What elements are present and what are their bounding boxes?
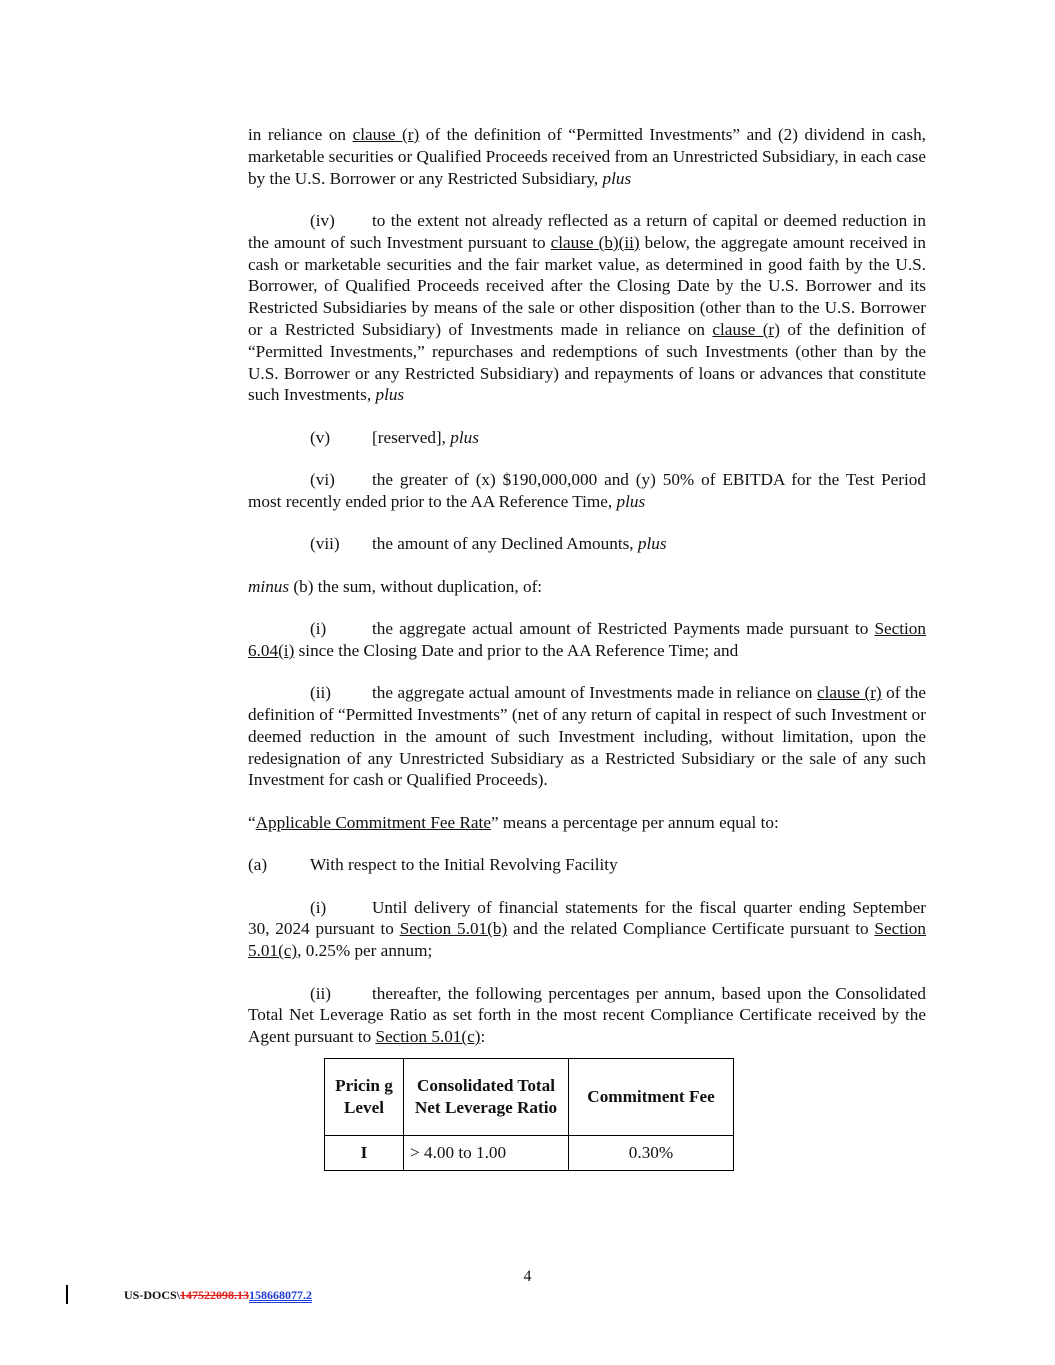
text: With respect to the Initial Revolving Facility: [310, 855, 618, 875]
text: below, the aggregate amount received in cash or marketable securities and the fair market value, as determined in good faith by the U.S. Borrower, of Qualified Proceeds received after the Closing Date by the U.S. Borrower and its Restricted Subsidiaries by means of the sale or other disposition (other than to the U.S. Borrower or a Restricted Subsidiary) of Investments made in reliance on: [248, 232, 926, 339]
paragraph-a: [248, 854, 926, 876]
plus-term: plus: [602, 168, 632, 188]
table-row: [325, 1136, 734, 1171]
paragraph-vi: [248, 469, 926, 513]
text: of the definition of “Permitted Investments,” repurchases and redemptions of such Investments (other than by the U.S. Borrower or any Restricted Subsidiary) and repayments of loans or advances that constitute such Investments,: [248, 319, 926, 405]
paragraph-iv: [248, 210, 926, 406]
item-number: (i): [310, 897, 327, 917]
text: (b) the sum, without duplication, of:: [289, 576, 543, 596]
paragraph-b-ii: [248, 682, 926, 791]
clause-r-reference: clause (r): [352, 125, 420, 144]
text: ” means a percentage per annum equal to:: [490, 812, 779, 832]
text: thereafter, the following percentages per annum, based upon the Consolidated Total Net Leverage Ratio as set forth in the most recent Compliance Certificate received by the Agent pursuant to: [248, 983, 926, 1047]
text: to the extent not already reflected as a return of capital or deemed reduction in the amount of such Investment pursuant to: [248, 210, 926, 252]
deleted-doc-number: 147522098.13: [180, 1288, 250, 1302]
item-number: (i): [310, 619, 327, 639]
section-6-04-i-reference: Section 6.04(i): [248, 619, 926, 660]
clause-r-reference: clause (r): [817, 683, 882, 703]
text: the greater of (x) $190,000,000 and (y) 50% of EBITDA for the Test Period most recently ended prior to the AA Reference Time,: [248, 470, 926, 511]
change-bar: [66, 1285, 68, 1304]
text: the aggregate actual amount of Restricted Payments made pursuant to: [372, 619, 875, 639]
text: of the definition of “Permitted Investments” and (2) dividend in cash, marketable securities or Qualified Proceeds received from an Unrestricted Subsidiary, in each case by the U.S. Borrower or any Restricted Subsidiary,: [248, 125, 926, 188]
paragraph-minus: [248, 576, 926, 598]
text: , 0.25% per annum;: [297, 941, 433, 961]
text: the aggregate actual amount of Investments made in reliance on: [372, 683, 818, 703]
text: [reserved],: [372, 427, 451, 447]
text: :: [480, 1027, 486, 1047]
item-number: (a): [248, 855, 268, 875]
paragraph-v: [248, 427, 926, 449]
plus-term: plus: [450, 427, 479, 447]
paragraph-vii: [248, 533, 926, 555]
defined-term: Applicable Commitment Fee Rate: [255, 812, 491, 832]
plus-term: plus: [637, 534, 667, 554]
text: in reliance on: [248, 125, 353, 144]
header-pricing-level: Pricin g Level: [325, 1059, 404, 1136]
cell-pricing-level: I: [325, 1136, 404, 1171]
header-leverage-ratio: Consolidated Total Net Leverage Ratio: [404, 1059, 569, 1136]
document-id-footer: [124, 1288, 312, 1303]
text: since the Closing Date and prior to the AA Reference Time; and: [294, 640, 739, 660]
cell-commitment-fee: 0.30%: [569, 1136, 734, 1171]
item-number: (ii): [310, 983, 331, 1003]
paragraph-a-ii: [248, 983, 926, 1048]
text: the amount of any Declined Amounts,: [372, 534, 638, 554]
text: Until delivery of financial statements for the fiscal quarter ending September 30, 2024 pursuant to: [248, 897, 926, 939]
document-body: [248, 124, 926, 1171]
footer-prefix: US-DOCS\: [124, 1288, 181, 1302]
section-5-01-b-reference: Section 5.01(b): [399, 919, 508, 939]
minus-term: minus: [248, 576, 290, 596]
clause-r-reference: clause (r): [712, 319, 780, 339]
item-number: (ii): [310, 683, 331, 703]
plus-term: plus: [375, 385, 405, 405]
section-5-01-c-reference: Section 5.01(c): [375, 1027, 481, 1047]
page-number: 4: [523, 1268, 532, 1285]
open-quote: “: [248, 812, 256, 832]
text: of the definition of “Permitted Investments” (net of any return of capital in respect of such Investment or deemed reduction in the amount of such Investment including, without limitation, upon the redesignation of any Unrestricted Subsidiary as a Restricted Subsidiary or the sale of any such Investment for cash or Qualified Proceeds).: [248, 683, 926, 790]
paragraph-continuation: [248, 124, 926, 189]
item-number: (iv): [310, 210, 335, 230]
item-number: (v): [310, 427, 331, 447]
item-number: (vii): [310, 534, 340, 554]
commitment-fee-table: [324, 1058, 734, 1171]
section-5-01-c-reference: Section 5.01(c): [248, 919, 926, 961]
paragraph-b-i: [248, 618, 926, 662]
text: and the related Compliance Certificate pursuant to: [507, 919, 875, 939]
plus-term: plus: [616, 491, 646, 511]
inserted-doc-number: 158668077.2: [249, 1288, 313, 1302]
table-header-row: [325, 1059, 734, 1136]
cell-leverage-ratio: > 4.00 to 1.00: [404, 1136, 569, 1171]
paragraph-a-i: [248, 897, 926, 962]
clause-b-ii-reference: clause (b)(ii): [550, 232, 640, 252]
header-commitment-fee: Commitment Fee: [569, 1059, 734, 1136]
definition-commitment-fee-rate: [248, 812, 926, 834]
item-number: (vi): [310, 470, 335, 490]
